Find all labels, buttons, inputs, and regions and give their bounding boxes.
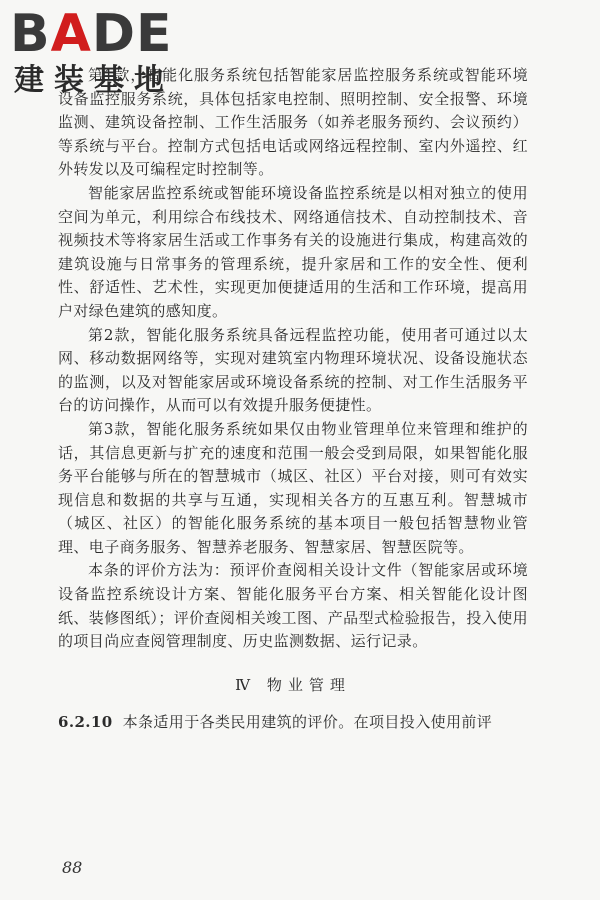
logo-brand-prefix: B xyxy=(10,4,51,64)
clause-number: 6.2.10 xyxy=(58,713,113,732)
paragraph-evaluation-method: 本条的评价方法为：预评价查阅相关设计文件（智能家居或环境设备监控系统设计方案、智能化服务平台方案、相关智能化设计图纸、装修图纸）；评价查阅相关竣工图、产品型式检验报告，投入使用的项目尚应查阅管理制度、历史监测数据、运行记录。 xyxy=(58,561,528,651)
clause-text: 本条适用于各类民用建筑的评价。在项目投入使用前评 xyxy=(122,713,493,732)
paragraph-clause-2: 第2款，智能化服务系统具备远程监控功能，使用者可通过以太网、移动数据网络等，实现对建筑室内物理环境状况、设备设施状态的监测，以及对智能家居或环境设备系统的控制、对工作生活服务平台的访问操作，从而可以有效提升服务便捷性。 xyxy=(58,325,528,415)
page-number: 88 xyxy=(62,858,83,877)
clause-6-2-10 xyxy=(58,711,528,735)
section-heading: Ⅳ 物业管理 xyxy=(235,675,351,694)
logo-brand-suffix: DE xyxy=(91,4,173,64)
logo-brand-accent: A xyxy=(50,4,92,64)
paragraph-smart-home: 智能家居监控系统或智能环境设备监控系统是以相对独立的使用空间为单元，利用综合布线技术、网络通信技术、自动控制技术、音视频技术等将家居生活或工作事务有关的设施进行集成，构建高效的建筑设施与日常事务的管理系统，提升家居和工作的安全性、便利性、舒适性、艺术性，实现更加便捷适用的生活和工作环境，提高用户对绿色建筑的感知度。 xyxy=(58,183,528,320)
body-text xyxy=(58,64,528,735)
paragraph-clause-1: 第1款，智能化服务系统包括智能家居监控服务系统或智能环境设备监控服务系统，具体包括家电控制、照明控制、安全报警、环境监测、建筑设备控制、工作生活服务（如养老服务预约、会议预约）等系统与平台。控制方式包括电话或网络远程控制、室内外遥控、红外转发以及可编程定时控制等。 xyxy=(58,66,528,179)
logo-subtitle: 建装基地 xyxy=(14,63,174,98)
paragraph-clause-3: 第3款，智能化服务系统如果仅由物业管理单位来管理和维护的话，其信息更新与扩充的速度和范围一般会受到局限，如果智能化服务平台能够与所在的智慧城市（城区、社区）平台对接，则可有效实现信息和数据的共享与互通，实现相关各方的互惠互利。智慧城市（城区、社区）的智能化服务系统的基本项目一般包括智慧物业管理、电子商务服务、智慧养老服务、智慧家居、智慧医院等。 xyxy=(58,419,528,556)
logo-brand xyxy=(10,4,173,64)
